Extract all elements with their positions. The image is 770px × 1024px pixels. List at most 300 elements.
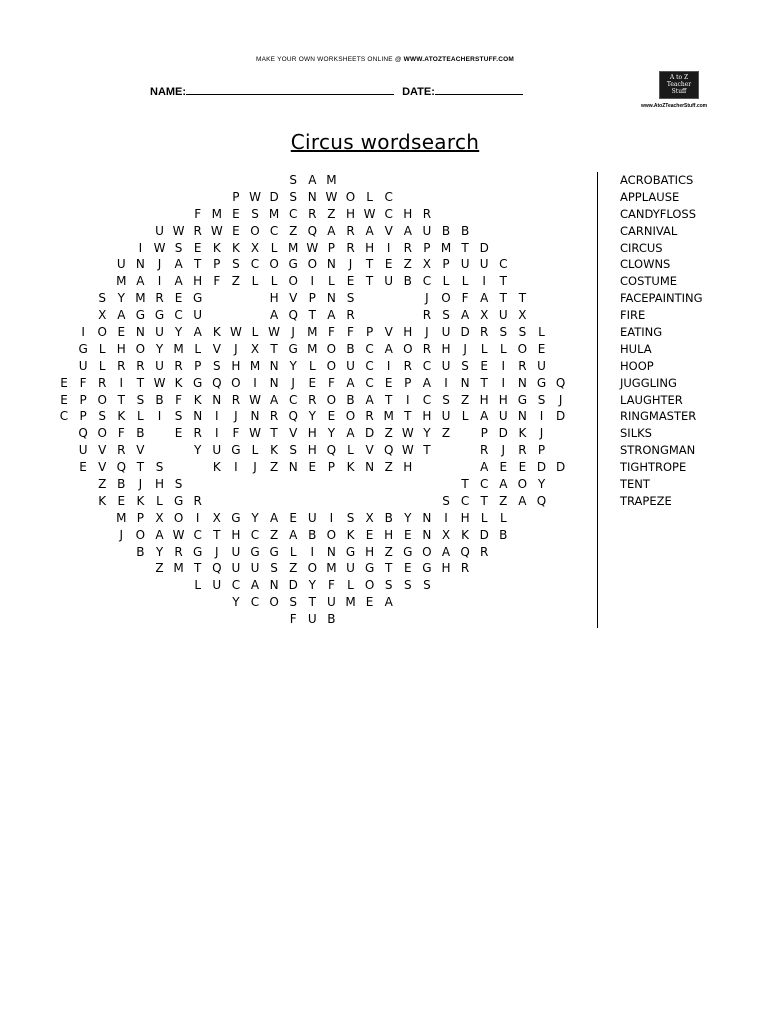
grid-letter[interactable]: M — [268, 206, 280, 221]
grid-letter[interactable]: Y — [194, 443, 202, 458]
grid-letter[interactable]: U — [384, 274, 394, 289]
grid-letter[interactable]: A — [269, 308, 279, 323]
grid-letter[interactable]: P — [365, 325, 374, 340]
grid-letter[interactable]: X — [518, 308, 527, 323]
grid-letter[interactable]: F — [327, 375, 335, 390]
grid-letter[interactable]: J — [234, 409, 238, 424]
grid-letter[interactable]: E — [79, 460, 87, 475]
grid-letter[interactable]: F — [194, 206, 202, 221]
grid-letter[interactable]: Z — [269, 460, 279, 475]
grid-letter[interactable]: B — [499, 527, 508, 542]
grid-letter[interactable]: L — [442, 274, 450, 289]
grid-letter[interactable]: R — [269, 409, 279, 424]
grid-letter[interactable]: I — [482, 274, 486, 289]
grid-letter[interactable]: X — [480, 308, 489, 323]
grid-letter[interactable]: X — [155, 510, 164, 525]
grid-letter[interactable]: W — [153, 240, 166, 255]
grid-letter[interactable]: B — [117, 477, 126, 492]
grid-letter[interactable]: Q — [307, 223, 318, 238]
grid-letter[interactable]: E — [384, 375, 393, 390]
grid-letter[interactable]: W — [401, 426, 414, 441]
grid-letter[interactable]: J — [138, 477, 143, 492]
grid-letter[interactable]: P — [79, 392, 87, 407]
grid-letter[interactable]: I — [539, 409, 544, 424]
grid-letter[interactable]: J — [119, 527, 124, 542]
grid-letter[interactable]: F — [213, 274, 221, 289]
grid-letter[interactable]: S — [98, 409, 106, 424]
grid-letter[interactable]: O — [403, 341, 413, 356]
grid-letter[interactable]: O — [422, 544, 432, 559]
grid-letter[interactable]: H — [365, 240, 375, 255]
grid-letter[interactable]: A — [327, 308, 336, 323]
grid-letter[interactable]: N — [307, 189, 317, 204]
grid-letter[interactable]: K — [212, 240, 221, 255]
grid-letter[interactable]: P — [423, 240, 431, 255]
grid-letter[interactable]: P — [327, 240, 336, 255]
grid-letter[interactable]: R — [117, 358, 126, 373]
grid-letter[interactable]: C — [250, 257, 260, 272]
grid-letter[interactable]: W — [249, 392, 261, 407]
grid-letter[interactable]: N — [326, 257, 336, 272]
grid-letter[interactable]: L — [251, 325, 259, 340]
grid-letter[interactable]: N — [135, 257, 145, 272]
grid-letter[interactable]: R — [308, 392, 317, 407]
grid-letter[interactable]: B — [308, 527, 317, 542]
grid-letter[interactable]: R — [422, 206, 432, 221]
grid-letter[interactable]: D — [555, 409, 566, 424]
grid-letter[interactable]: U — [78, 443, 88, 458]
grid-letter[interactable]: P — [308, 291, 316, 306]
grid-letter[interactable]: A — [403, 223, 412, 238]
grid-letter[interactable]: A — [422, 375, 431, 390]
grid-letter[interactable]: R — [422, 308, 432, 323]
grid-letter[interactable]: E — [499, 460, 508, 475]
grid-letter[interactable]: Y — [155, 544, 164, 559]
grid-letter[interactable]: R — [403, 358, 412, 373]
grid-letter[interactable]: H — [441, 561, 451, 576]
grid-letter[interactable]: T — [423, 443, 431, 458]
grid-letter[interactable]: L — [461, 409, 469, 424]
grid-letter[interactable]: H — [307, 426, 317, 441]
grid-letter[interactable]: P — [537, 443, 546, 458]
grid-letter[interactable]: H — [231, 358, 241, 373]
grid-letter[interactable]: E — [232, 206, 240, 221]
grid-letter[interactable]: E — [404, 561, 412, 576]
grid-letter[interactable]: T — [136, 375, 145, 390]
grid-letter[interactable]: E — [384, 257, 393, 272]
grid-letter[interactable]: R — [193, 493, 202, 508]
grid-letter[interactable]: C — [193, 527, 202, 542]
grid-letter[interactable]: J — [348, 257, 353, 272]
grid-letter[interactable]: Z — [384, 426, 393, 441]
grid-letter[interactable]: J — [425, 325, 429, 340]
grid-letter[interactable]: L — [194, 341, 202, 356]
grid-letter[interactable]: O — [97, 392, 107, 407]
grid-letter[interactable]: D — [364, 426, 375, 441]
grid-letter[interactable]: O — [307, 257, 318, 272]
grid-letter[interactable]: H — [231, 527, 241, 542]
grid-letter[interactable]: S — [98, 291, 106, 306]
grid-letter[interactable]: T — [194, 561, 202, 576]
grid-letter[interactable]: S — [346, 291, 355, 306]
grid-letter[interactable]: W — [268, 325, 281, 340]
grid-letter[interactable]: L — [499, 510, 507, 525]
grid-letter[interactable]: W — [325, 189, 338, 204]
grid-letter[interactable]: I — [386, 358, 391, 373]
grid-letter[interactable]: K — [518, 426, 527, 441]
grid-letter[interactable]: Z — [269, 527, 279, 542]
grid-letter[interactable]: I — [253, 375, 257, 390]
grid-letter[interactable]: W — [306, 240, 319, 255]
grid-letter[interactable]: P — [404, 375, 412, 390]
grid-letter[interactable]: B — [346, 341, 355, 356]
grid-letter[interactable]: D — [536, 460, 547, 475]
grid-letter[interactable]: H — [422, 409, 432, 424]
grid-letter[interactable]: S — [174, 409, 183, 424]
grid-letter[interactable]: E — [480, 358, 488, 373]
grid-letter[interactable]: K — [212, 325, 221, 340]
grid-letter[interactable]: H — [116, 341, 126, 356]
grid-letter[interactable]: Y — [232, 595, 240, 610]
grid-letter[interactable]: R — [422, 341, 432, 356]
grid-letter[interactable]: M — [211, 206, 222, 221]
grid-letter[interactable]: A — [518, 493, 527, 508]
grid-letter[interactable]: U — [326, 595, 336, 610]
grid-letter[interactable]: Q — [78, 426, 88, 441]
grid-letter[interactable]: D — [555, 460, 566, 475]
grid-letter[interactable]: C — [384, 189, 393, 204]
grid-letter[interactable]: K — [98, 493, 107, 508]
grid-letter[interactable]: Y — [289, 358, 297, 373]
grid-letter[interactable]: G — [78, 341, 88, 356]
grid-letter[interactable]: P — [213, 257, 221, 272]
grid-letter[interactable]: J — [253, 460, 257, 475]
grid-letter[interactable]: I — [138, 240, 143, 255]
grid-letter[interactable]: N — [269, 578, 279, 593]
grid-letter[interactable]: E — [327, 409, 336, 424]
grid-letter[interactable]: X — [250, 240, 260, 255]
grid-letter[interactable]: U — [479, 257, 489, 272]
grid-letter[interactable]: T — [213, 527, 221, 542]
grid-letter[interactable]: Q — [288, 409, 298, 424]
grid-letter[interactable]: Z — [231, 274, 240, 289]
grid-letter[interactable]: I — [119, 375, 124, 390]
grid-letter[interactable]: G — [536, 375, 547, 390]
grid-letter[interactable]: R — [480, 544, 489, 559]
grid-letter[interactable]: E — [404, 527, 412, 542]
grid-letter[interactable]: E — [174, 426, 183, 441]
grid-letter[interactable]: U — [537, 358, 546, 373]
grid-letter[interactable]: O — [517, 477, 528, 492]
grid-letter[interactable]: Y — [174, 325, 183, 340]
grid-letter[interactable]: L — [98, 341, 106, 356]
grid-letter[interactable]: S — [499, 325, 508, 340]
grid-letter[interactable]: U — [78, 358, 88, 373]
grid-letter[interactable]: C — [174, 308, 183, 323]
grid-letter[interactable]: F — [347, 325, 354, 340]
grid-letter[interactable]: D — [288, 578, 298, 593]
grid-letter[interactable]: O — [231, 375, 241, 390]
grid-letter[interactable]: Q — [383, 443, 394, 458]
grid-letter[interactable]: V — [212, 341, 221, 356]
grid-letter[interactable]: U — [422, 223, 432, 238]
grid-letter[interactable]: G — [517, 392, 528, 407]
grid-letter[interactable]: O — [326, 527, 337, 542]
grid-letter[interactable]: A — [365, 392, 374, 407]
grid-letter[interactable]: C — [422, 358, 432, 373]
grid-letter[interactable]: M — [307, 325, 318, 340]
grid-letter[interactable]: G — [403, 544, 413, 559]
grid-letter[interactable]: Z — [403, 257, 412, 272]
grid-letter[interactable]: K — [117, 409, 126, 424]
date-field[interactable] — [435, 84, 523, 95]
grid-letter[interactable]: S — [174, 240, 183, 255]
grid-letter[interactable]: T — [461, 477, 469, 492]
grid-letter[interactable]: I — [444, 375, 448, 390]
grid-letter[interactable]: H — [479, 392, 489, 407]
grid-letter[interactable]: U — [116, 257, 126, 272]
grid-letter[interactable]: A — [365, 223, 374, 238]
grid-letter[interactable]: Z — [384, 544, 393, 559]
grid-letter[interactable]: N — [422, 527, 432, 542]
grid-letter[interactable]: E — [60, 375, 68, 390]
grid-letter[interactable]: I — [501, 358, 506, 373]
grid-letter[interactable]: H — [403, 206, 413, 221]
grid-letter[interactable]: K — [346, 460, 355, 475]
grid-letter[interactable]: I — [157, 409, 162, 424]
grid-letter[interactable]: R — [346, 308, 355, 323]
grid-letter[interactable]: O — [345, 189, 356, 204]
grid-letter[interactable]: Y — [251, 510, 259, 525]
grid-letter[interactable]: U — [346, 561, 355, 576]
grid-letter[interactable]: E — [537, 341, 546, 356]
grid-letter[interactable]: G — [269, 544, 279, 559]
grid-letter[interactable]: U — [346, 358, 355, 373]
grid-letter[interactable]: E — [365, 527, 374, 542]
grid-letter[interactable]: T — [499, 291, 507, 306]
grid-letter[interactable]: H — [403, 460, 413, 475]
grid-letter[interactable]: I — [444, 510, 448, 525]
grid-letter[interactable]: B — [136, 426, 145, 441]
grid-letter[interactable]: K — [212, 460, 221, 475]
grid-letter[interactable]: T — [480, 375, 488, 390]
grid-letter[interactable]: C — [422, 274, 432, 289]
grid-letter[interactable]: X — [422, 257, 431, 272]
grid-letter[interactable]: R — [518, 358, 527, 373]
grid-letter[interactable]: P — [442, 257, 450, 272]
grid-letter[interactable]: U — [460, 257, 470, 272]
grid-letter[interactable]: M — [288, 240, 299, 255]
grid-letter[interactable]: K — [174, 375, 183, 390]
grid-letter[interactable]: X — [250, 341, 260, 356]
grid-letter[interactable]: I — [215, 409, 219, 424]
grid-letter[interactable]: A — [499, 477, 508, 492]
grid-letter[interactable]: U — [307, 510, 317, 525]
grid-letter[interactable]: T — [365, 274, 374, 289]
grid-letter[interactable]: U — [212, 443, 222, 458]
grid-letter[interactable]: M — [135, 291, 146, 306]
grid-letter[interactable]: H — [154, 477, 165, 492]
grid-letter[interactable]: U — [193, 308, 203, 323]
grid-letter[interactable]: I — [310, 544, 315, 559]
grid-letter[interactable]: M — [326, 173, 337, 187]
grid-letter[interactable]: S — [346, 510, 355, 525]
grid-letter[interactable]: W — [249, 426, 261, 441]
grid-letter[interactable]: P — [194, 358, 202, 373]
grid-letter[interactable]: R — [365, 409, 374, 424]
grid-letter[interactable]: F — [175, 392, 183, 407]
grid-letter[interactable]: J — [291, 375, 295, 390]
grid-letter[interactable]: L — [98, 358, 106, 373]
grid-letter[interactable]: A — [346, 375, 355, 390]
grid-letter[interactable]: A — [480, 409, 489, 424]
grid-letter[interactable]: M — [383, 409, 394, 424]
grid-letter[interactable]: S — [232, 257, 240, 272]
grid-letter[interactable]: I — [81, 325, 85, 340]
grid-letter[interactable]: I — [406, 392, 410, 407]
grid-letter[interactable]: A — [174, 257, 183, 272]
grid-letter[interactable]: A — [269, 392, 279, 407]
grid-letter[interactable]: G — [250, 544, 260, 559]
grid-letter[interactable]: G — [288, 257, 298, 272]
grid-letter[interactable]: X — [98, 308, 107, 323]
grid-letter[interactable]: P — [480, 426, 488, 441]
grid-letter[interactable]: B — [441, 223, 451, 238]
grid-letter[interactable]: P — [232, 189, 240, 204]
grid-letter[interactable]: R — [136, 358, 145, 373]
grid-letter[interactable]: O — [517, 341, 528, 356]
grid-letter[interactable]: A — [327, 223, 336, 238]
grid-letter[interactable]: L — [270, 274, 278, 289]
grid-letter[interactable]: R — [403, 240, 412, 255]
grid-letter[interactable]: J — [425, 291, 429, 306]
grid-letter[interactable]: V — [289, 426, 298, 441]
grid-letter[interactable]: L — [156, 493, 163, 508]
grid-letter[interactable]: U — [155, 358, 164, 373]
grid-letter[interactable]: S — [270, 561, 278, 576]
grid-letter[interactable]: O — [364, 578, 375, 593]
grid-letter[interactable]: K — [193, 392, 202, 407]
grid-letter[interactable]: E — [117, 493, 126, 508]
grid-letter[interactable]: K — [461, 527, 470, 542]
grid-letter[interactable]: O — [97, 426, 107, 441]
grid-letter[interactable]: U — [212, 578, 222, 593]
grid-letter[interactable]: O — [269, 257, 279, 272]
grid-letter[interactable]: X — [212, 510, 221, 525]
grid-letter[interactable]: D — [479, 240, 489, 255]
grid-letter[interactable]: H — [460, 510, 470, 525]
grid-letter[interactable]: Q — [212, 375, 222, 390]
grid-letter[interactable]: N — [288, 460, 298, 475]
grid-letter[interactable]: V — [384, 325, 393, 340]
grid-letter[interactable]: W — [153, 375, 166, 390]
grid-letter[interactable]: I — [329, 510, 334, 525]
grid-letter[interactable]: R — [480, 443, 489, 458]
grid-letter[interactable]: K — [270, 443, 279, 458]
grid-letter[interactable]: S — [251, 206, 259, 221]
grid-letter[interactable]: U — [155, 325, 164, 340]
grid-letter[interactable]: R — [480, 325, 489, 340]
grid-letter[interactable]: R — [174, 544, 183, 559]
grid-letter[interactable]: E — [308, 460, 317, 475]
grid-letter[interactable]: O — [135, 527, 146, 542]
grid-letter[interactable]: G — [364, 561, 375, 576]
grid-letter[interactable]: T — [365, 257, 374, 272]
grid-letter[interactable]: F — [461, 291, 469, 306]
grid-letter[interactable]: C — [231, 578, 241, 593]
grid-letter[interactable]: S — [442, 308, 450, 323]
grid-letter[interactable]: S — [442, 493, 450, 508]
grid-letter[interactable]: Z — [289, 223, 298, 238]
grid-letter[interactable]: Z — [460, 392, 470, 407]
grid-letter[interactable]: O — [269, 595, 279, 610]
grid-letter[interactable]: D — [498, 426, 508, 441]
grid-letter[interactable]: C — [479, 477, 489, 492]
grid-letter[interactable]: A — [289, 527, 298, 542]
grid-letter[interactable]: S — [403, 578, 412, 593]
grid-letter[interactable]: Z — [499, 493, 508, 508]
grid-letter[interactable]: R — [518, 443, 527, 458]
grid-letter[interactable]: R — [174, 358, 183, 373]
grid-letter[interactable]: G — [345, 544, 356, 559]
grid-letter[interactable]: M — [345, 595, 356, 610]
grid-letter[interactable]: A — [441, 544, 451, 559]
grid-letter[interactable]: O — [326, 392, 337, 407]
grid-letter[interactable]: M — [173, 341, 184, 356]
grid-letter[interactable]: F — [327, 578, 335, 593]
grid-letter[interactable]: L — [194, 578, 202, 593]
grid-letter[interactable]: O — [326, 358, 337, 373]
grid-letter[interactable]: R — [155, 291, 164, 306]
grid-letter[interactable]: G — [193, 375, 203, 390]
grid-letter[interactable]: P — [327, 460, 336, 475]
grid-letter[interactable]: A — [346, 426, 355, 441]
grid-letter[interactable]: S — [289, 443, 297, 458]
grid-letter[interactable]: E — [60, 392, 68, 407]
grid-letter[interactable]: S — [289, 595, 297, 610]
grid-letter[interactable]: S — [384, 578, 393, 593]
grid-letter[interactable]: Q — [326, 443, 337, 458]
grid-letter[interactable]: E — [232, 223, 240, 238]
grid-letter[interactable]: D — [479, 527, 489, 542]
grid-letter[interactable]: W — [172, 527, 185, 542]
grid-letter[interactable]: H — [384, 527, 394, 542]
grid-letter[interactable]: K — [136, 493, 145, 508]
grid-letter[interactable]: V — [98, 443, 107, 458]
grid-letter[interactable]: Q — [460, 544, 470, 559]
grid-letter[interactable]: R — [346, 240, 355, 255]
grid-letter[interactable]: Q — [288, 308, 298, 323]
grid-letter[interactable]: N — [422, 510, 432, 525]
grid-letter[interactable]: B — [346, 392, 355, 407]
grid-letter[interactable]: L — [308, 358, 316, 373]
grid-letter[interactable]: R — [193, 426, 202, 441]
grid-letter[interactable]: C — [269, 223, 279, 238]
grid-letter[interactable]: Y — [117, 291, 125, 306]
grid-letter[interactable]: N — [365, 460, 375, 475]
grid-letter[interactable]: G — [231, 443, 241, 458]
grid-letter[interactable]: D — [269, 189, 279, 204]
grid-letter[interactable]: U — [231, 544, 241, 559]
grid-letter[interactable]: B — [384, 510, 393, 525]
grid-letter[interactable]: S — [461, 358, 469, 373]
grid-letter[interactable]: L — [480, 510, 488, 525]
grid-letter[interactable]: Y — [404, 510, 412, 525]
grid-letter[interactable]: L — [251, 443, 259, 458]
grid-letter[interactable]: W — [401, 443, 414, 458]
grid-letter[interactable]: N — [326, 291, 336, 306]
grid-letter[interactable]: L — [480, 341, 488, 356]
